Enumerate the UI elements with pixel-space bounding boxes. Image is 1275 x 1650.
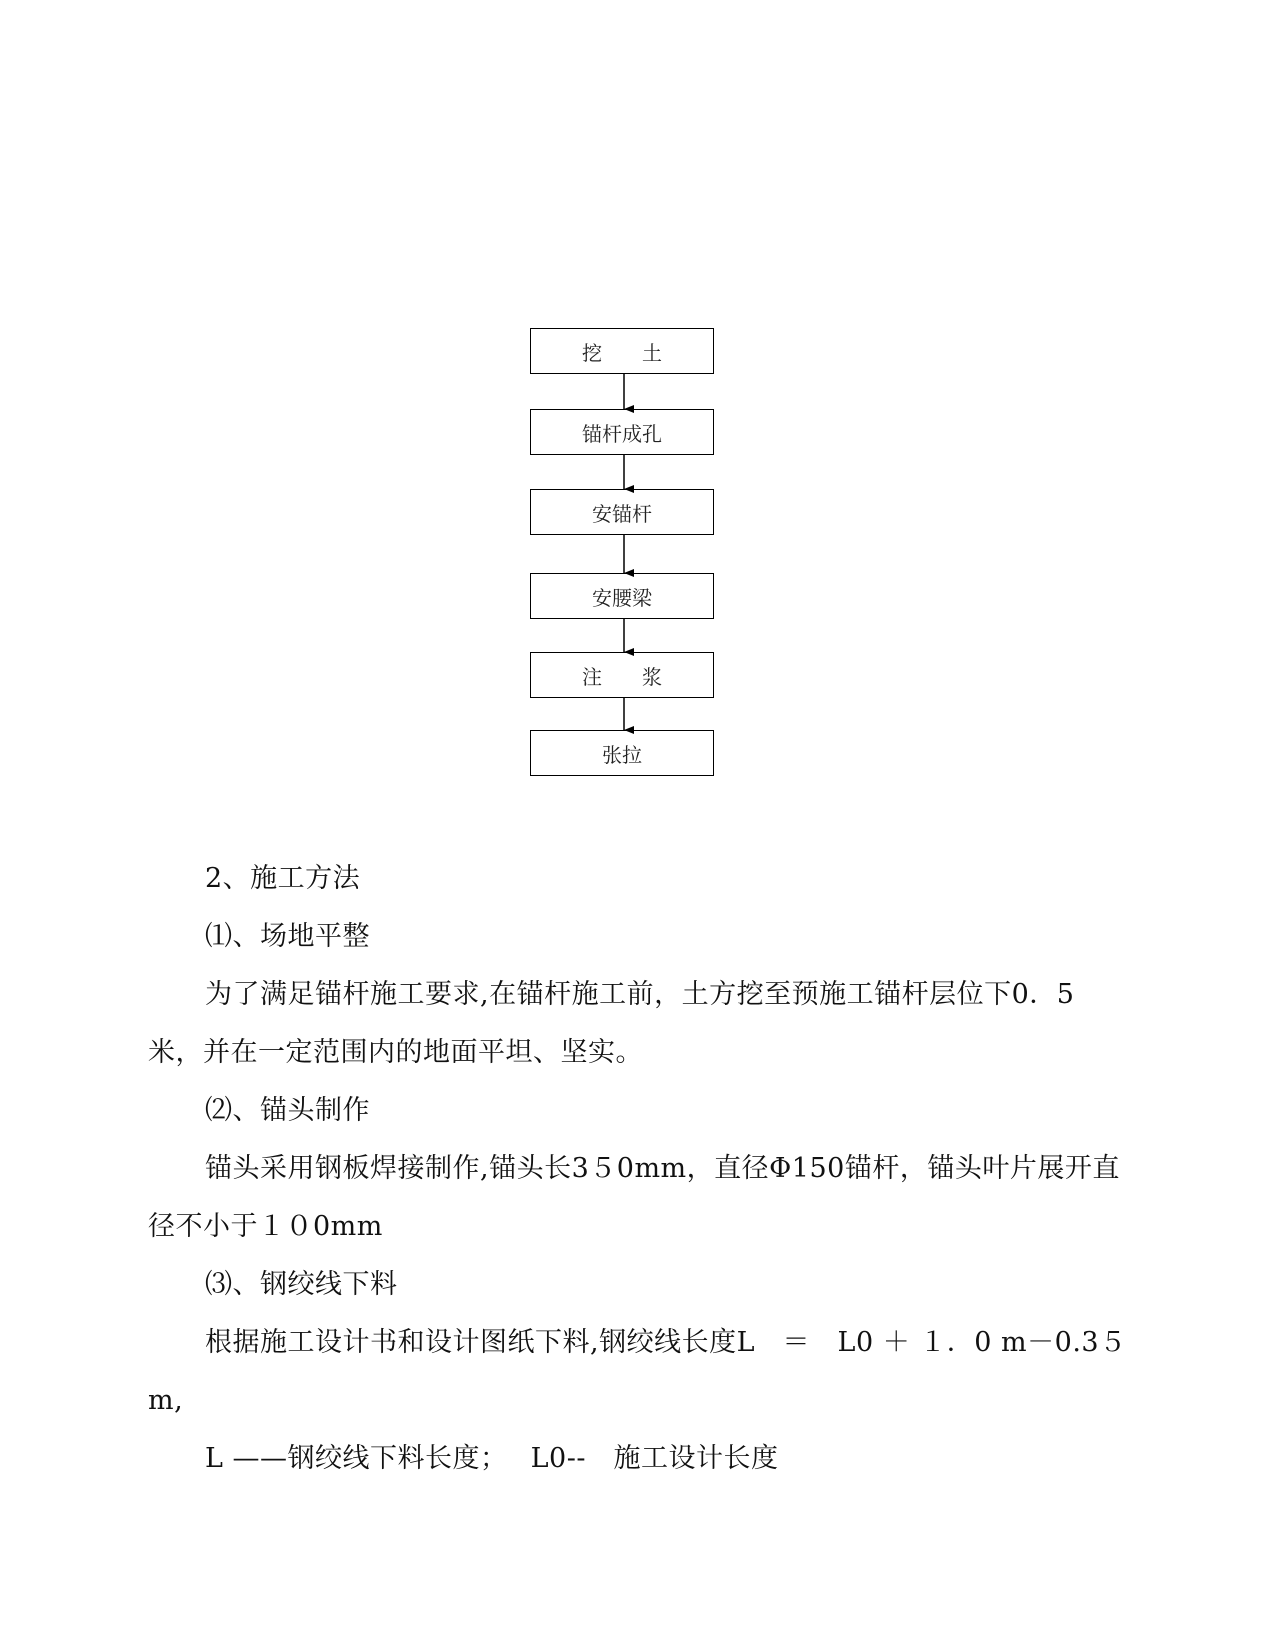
paragraph-line: 锚头采用钢板焊接制作,锚头长3５0mm，直径Φ150锚杆，锚头叶片展开直	[205, 1153, 1120, 1184]
definition-line: L ——钢绞线下料长度； L0-- 施工设计长度	[205, 1443, 779, 1474]
flow-step-install-anchor: 安锚杆	[530, 489, 714, 535]
paragraph-line: 径不小于１０0mm	[148, 1211, 383, 1242]
subsection-heading-site-leveling: ⑴、场地平整	[205, 921, 370, 952]
paragraph-line: m,	[148, 1385, 184, 1416]
section-heading: 2、施工方法	[205, 863, 361, 894]
paragraph-line: 为了满足锚杆施工要求,在锚杆施工前，土方挖至预施工锚杆层位下0．5	[205, 979, 1075, 1010]
paragraph-line: 根据施工设计书和设计图纸下料,钢绞线长度L ＝ L0 ＋ １．0 m－0.3５	[205, 1327, 1127, 1358]
flow-step-install-waling: 安腰梁	[530, 573, 714, 619]
flow-step-grouting: 注 浆	[530, 652, 714, 698]
paragraph-line: 米，并在一定范围内的地面平坦、坚实。	[148, 1037, 643, 1068]
flow-step-anchor-drilling: 锚杆成孔	[530, 409, 714, 455]
subsection-heading-strand-cutting: ⑶、钢绞线下料	[205, 1269, 398, 1300]
flow-step-tensioning: 张拉	[530, 730, 714, 776]
flow-step-excavation: 挖 土	[530, 328, 714, 374]
subsection-heading-anchor-head: ⑵、锚头制作	[205, 1095, 370, 1126]
